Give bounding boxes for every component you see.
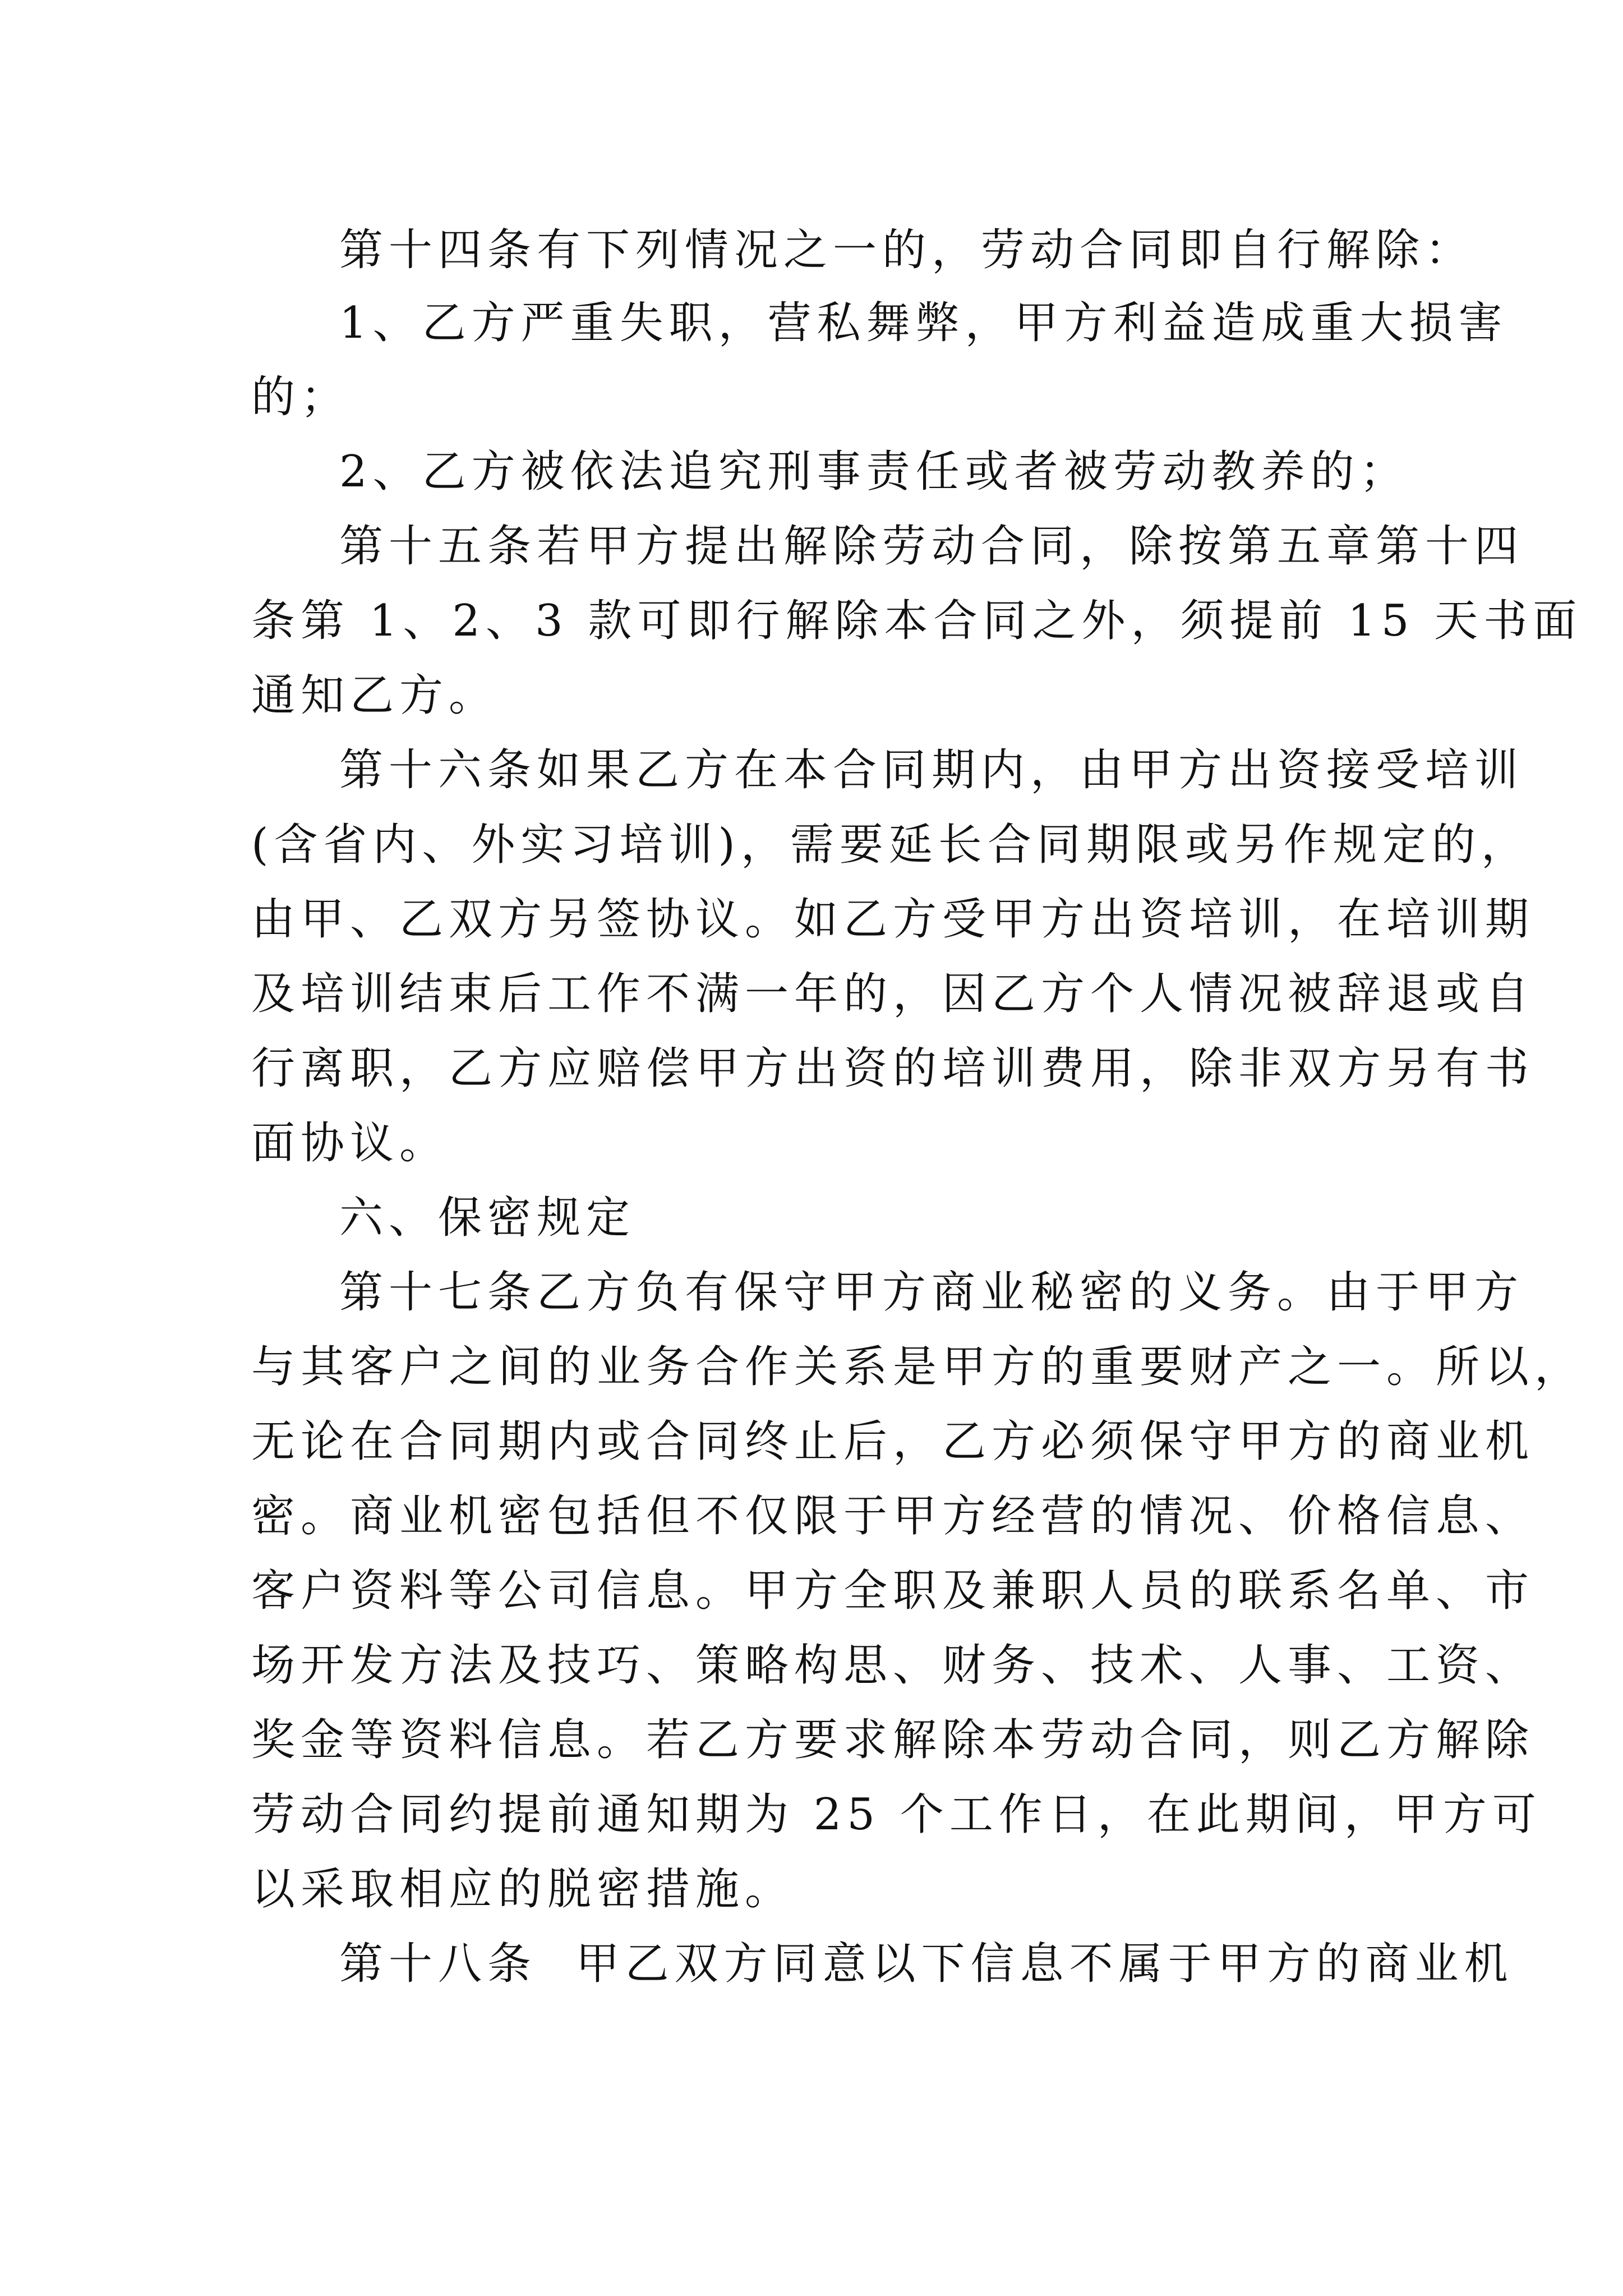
text-line: 面协议。 xyxy=(251,1118,449,1168)
text-line: 第十五条若甲方提出解除劳动合同，除按第五章第十四 xyxy=(339,521,1524,572)
text-line: 客户资料等公司信息。甲方全职及兼职人员的联系名单、市 xyxy=(251,1566,1535,1616)
text-line: 及培训结束后工作不满一年的，因乙方个人情况被辞退或自 xyxy=(251,969,1535,1019)
text-line: 2、乙方被依法追究刑事责任或者被劳动教养的； xyxy=(339,447,1409,497)
text-line: 第十八条 甲乙双方同意以下信息不属于甲方的商业机 xyxy=(339,1939,1514,1989)
text-line: 第十四条有下列情况之一的，劳动合同即自行解除： xyxy=(339,225,1475,275)
text-line: 条第 1、2、3 款可即行解除本合同之外，须提前 15 天书面 xyxy=(251,596,1583,646)
text-line: 与其客户之间的业务合作关系是甲方的重要财产之一。所以， xyxy=(251,1342,1584,1392)
text-line: 第十七条乙方负有保守甲方商业秘密的义务。由于甲方 xyxy=(339,1267,1524,1318)
text-line: 无论在合同期内或合同终止后，乙方必须保守甲方的商业机 xyxy=(251,1416,1535,1467)
text-line: 行离职，乙方应赔偿甲方出资的培训费用，除非双方另有书 xyxy=(251,1043,1535,1094)
text-line: 奖金等资料信息。若乙方要求解除本劳动合同，则乙方解除 xyxy=(251,1715,1535,1765)
text-line: (含省内、外实习培训)，需要延长合同期限或另作规定的， xyxy=(251,820,1530,870)
text-line: 1、乙方严重失职，营私舞弊，甲方利益造成重大损害 xyxy=(339,298,1508,348)
text-line: 密。商业机密包括但不仅限于甲方经营的情况、价格信息、 xyxy=(251,1491,1535,1542)
text-line: 第十六条如果乙方在本合同期内，由甲方出资接受培训 xyxy=(339,745,1524,795)
text-line: 以采取相应的脱密措施。 xyxy=(251,1864,795,1915)
text-line: 由甲、乙双方另签协议。如乙方受甲方出资培训，在培训期 xyxy=(251,894,1535,945)
text-line: 劳动合同约提前通知期为 25 个工作日，在此期间，甲方可 xyxy=(251,1789,1542,1840)
text-line: 的； xyxy=(251,372,351,422)
section-heading: 六、保密规定 xyxy=(339,1193,636,1243)
text-line: 场开发方法及技巧、策略构思、财务、技术、人事、工资、 xyxy=(251,1640,1535,1691)
text-line: 通知乙方。 xyxy=(251,670,499,721)
